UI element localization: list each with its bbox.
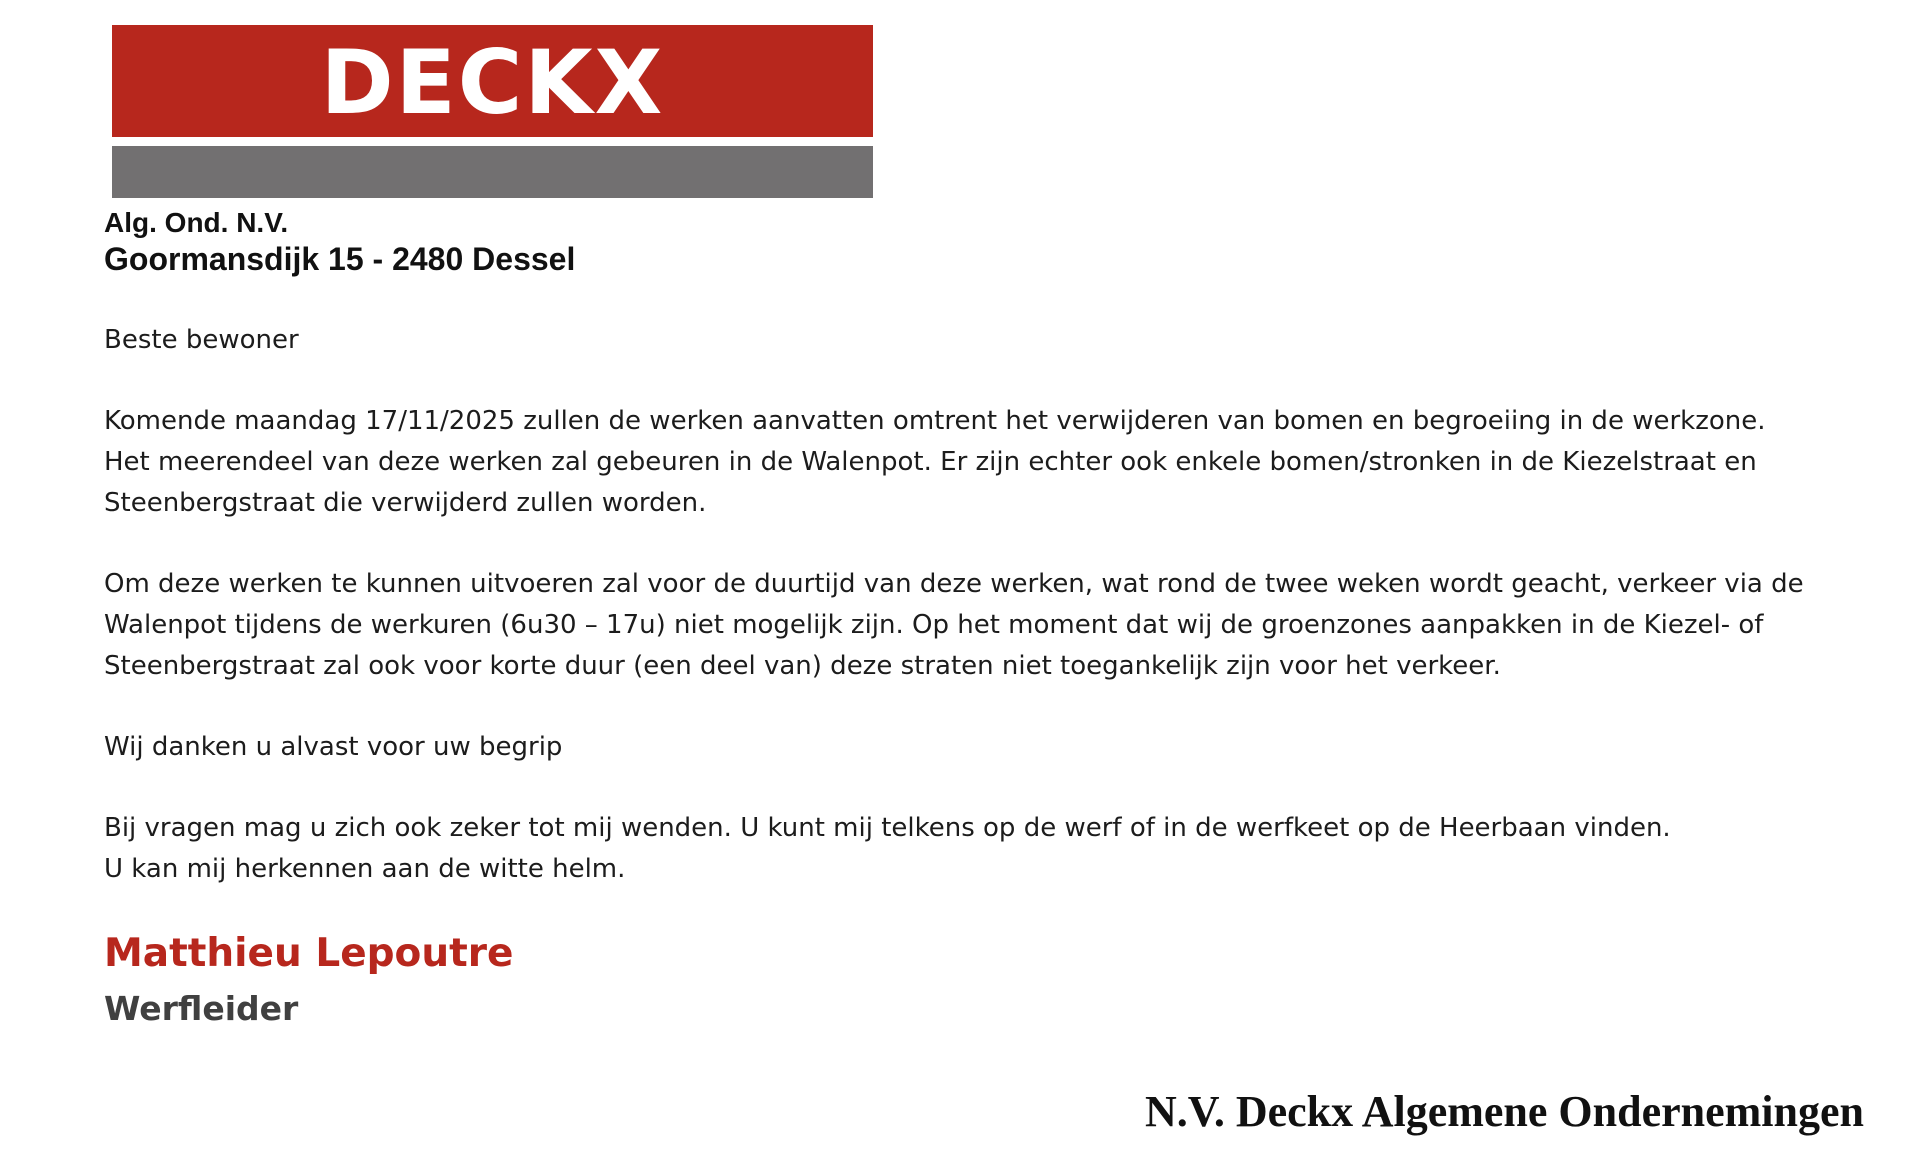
paragraph-line: Bij vragen mag u zich ook zeker tot mij wenden. U kunt mij telkens op de werf of in de werfkeet op de Heerbaan vinden. [104,813,1671,843]
paragraph-line: Steenbergstraat die verwijderd zullen worden. [104,488,707,518]
greeting: Beste bewoner [104,325,299,355]
paragraph-line: Om deze werken te kunnen uitvoeren zal voor de duurtijd van deze werken, wat rond de twee weken wordt geacht, verkeer via de [104,569,1804,599]
paragraph-line: Het meerendeel van deze werken zal gebeuren in de Walenpot. Er zijn echter ook enkele bomen/stronken in de Kiezelstraat en [104,447,1757,477]
paragraph-line: Steenbergstraat zal ook voor korte duur (een deel van) deze straten niet toegankelijk zijn voor het verkeer. [104,651,1501,681]
footer-company-name: N.V. Deckx Algemene Ondernemingen [1144,1087,1864,1136]
paragraph-line: Walenpot tijdens de werkuren (6u30 – 17u) niet mogelijk zijn. Op het moment dat wij de groenzones aanpakken in de Kiezel- of [104,610,1764,640]
paragraph-work-start [104,401,1884,524]
company-logo [112,25,873,198]
company-address: Goormansdijk 15 - 2480 Dessel [104,241,576,277]
company-type: Alg. Ond. N.V. [104,207,289,238]
thanks-line: Wij danken u alvast voor uw begrip [104,732,563,762]
logo-red-band [112,25,873,137]
logo-grey-band [112,146,873,198]
paragraph-traffic [104,564,1884,687]
paragraph-line: Komende maandag 17/11/2025 zullen de werken aanvatten omtrent het verwijderen van bomen en begroeiing in de werkzone. [104,406,1766,436]
signer-name: Matthieu Lepoutre [104,931,514,976]
signer-role: Werfleider [104,989,299,1028]
paragraph-line: U kan mij herkennen aan de witte helm. [104,854,626,884]
logo-text: DECKX [320,31,665,134]
paragraph-contact [104,808,1884,890]
letter-body [104,320,1884,930]
